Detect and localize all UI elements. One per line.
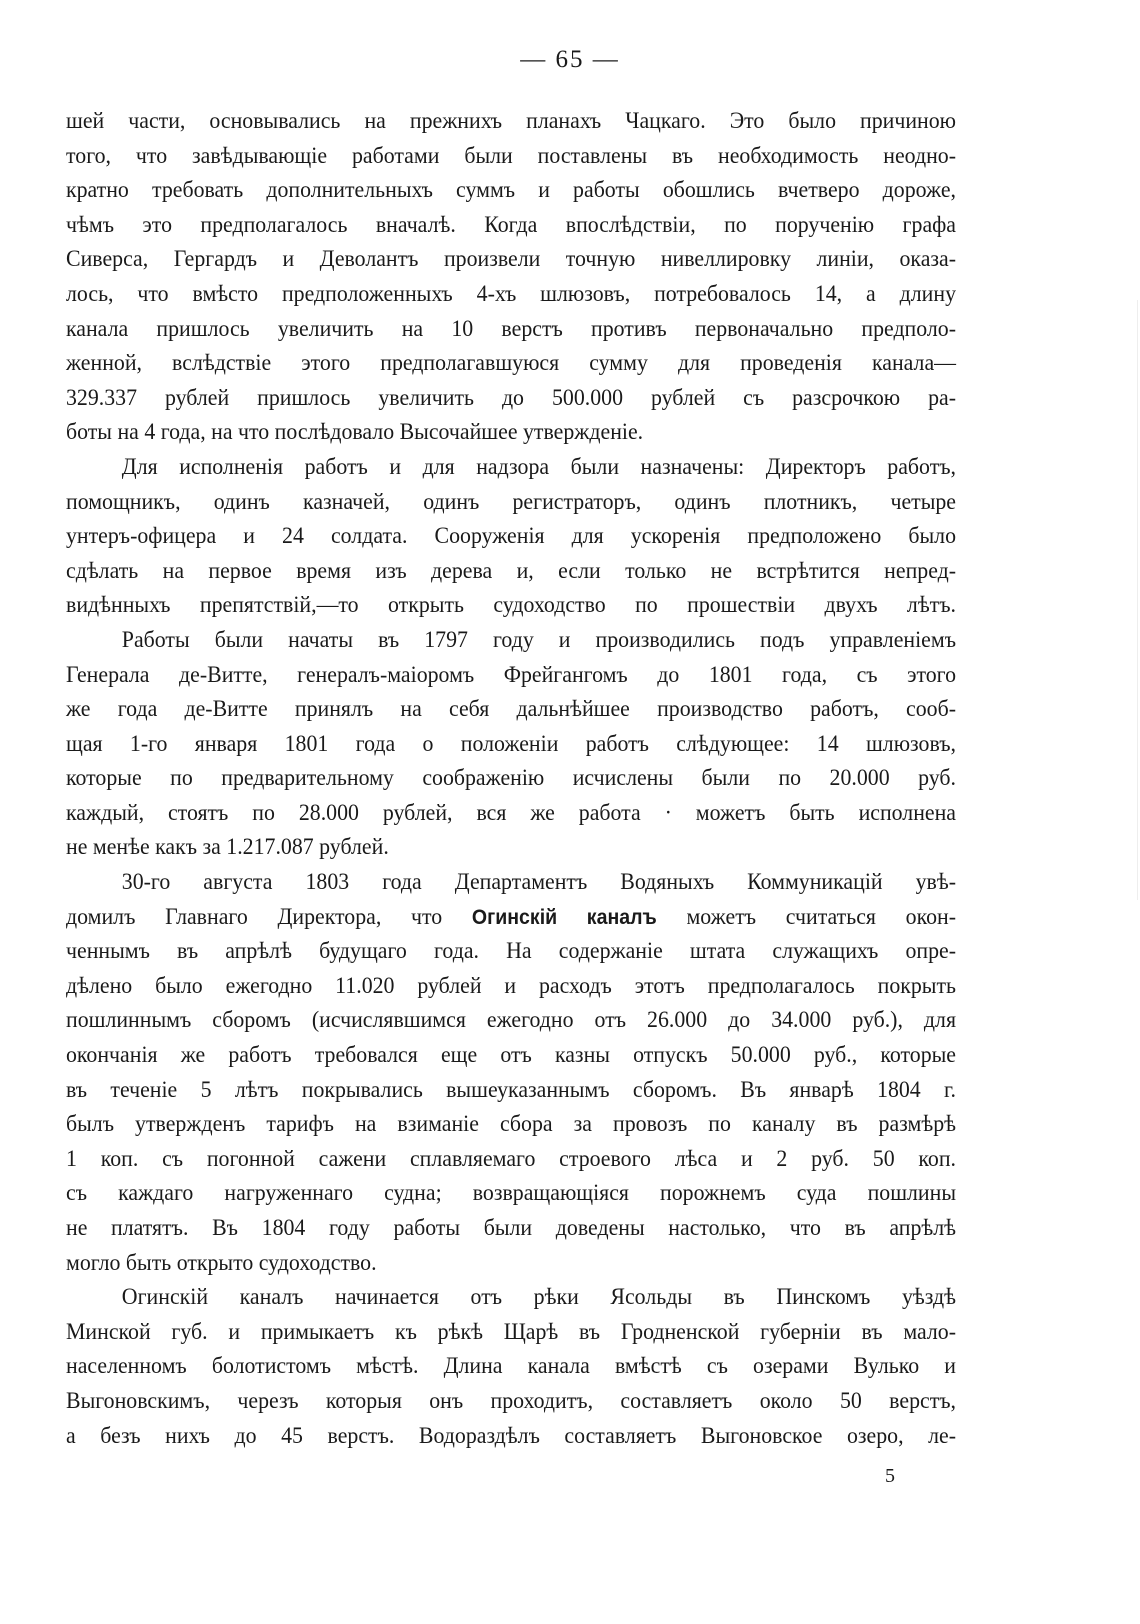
text-line: чѣмъ это предполагалось вначалѣ. Когда впослѣдствіи, по порученію графа — [66, 211, 957, 238]
paragraph-4 — [66, 865, 956, 1280]
text-line: окончанія же работъ требовался еще отъ казны отпускъ 50.000 руб., которые — [66, 1042, 957, 1069]
text-line: Работы были начаты въ 1797 году и производились подъ управленіемъ — [121, 626, 957, 653]
text-line: не платятъ. Въ 1804 году работы были доведены настолько, что въ апрѣлѣ — [66, 1215, 957, 1241]
page-number: — 65 — — [520, 46, 620, 73]
text-line: а безъ нихъ до 45 верстъ. Водораздѣлъ составляетъ Выгоновское озеро, ле- — [66, 1422, 957, 1449]
text-line: въ теченіе 5 лѣтъ покрывались вышеуказаннымъ сборомъ. Въ январѣ 1804 г. — [66, 1076, 957, 1103]
text-line: пошлиннымъ сборомъ (исчислявшимся ежегодно отъ 26.000 до 34.000 руб.), для — [66, 1007, 957, 1034]
text-line: того, что завѣдывающіе работами были поставлены въ необходимость неодно- — [66, 142, 957, 169]
text-line: помощникъ, одинъ казначей, одинъ регистраторъ, одинъ плотникъ, четыре — [66, 488, 957, 515]
text-line: 1 коп. съ погонной сажени сплавляемаго строевого лѣса и 2 руб. 50 коп. — [66, 1145, 957, 1172]
text-line: съ каждаго нагруженнаго судна; возвращающіяся порожнемъ суда пошлины — [66, 1180, 957, 1207]
text-line: могло быть открыто судоходство. — [66, 1249, 377, 1276]
paragraph-2 — [66, 450, 956, 623]
text-line: женной, вслѣдствіе этого предполагавшуюся сумму для проведенія канала— — [66, 350, 957, 377]
signature-mark: 5 — [885, 1465, 895, 1487]
text-line: канала пришлось увеличить на 10 верстъ противъ первоначально предполо- — [66, 315, 957, 342]
text-line: дѣлено было ежегодно 11.020 рублей и расходъ этотъ предполагалось покрыть — [66, 972, 957, 999]
text-line: не менѣе какъ за 1.217.087 рублей. — [66, 834, 389, 861]
text-line: былъ утвержденъ тарифъ на взиманіе сбора за провозъ по каналу въ размѣрѣ — [66, 1111, 957, 1138]
text-line: Минской губ. и примыкаетъ къ рѣкѣ Щарѣ въ Гродненской губерніи въ мало- — [66, 1318, 957, 1345]
text-line — [66, 900, 956, 935]
text-line: кратно требовать дополнительныхъ суммъ и работы обошлись вчетверо дороже, — [66, 177, 957, 204]
paragraph-1 — [66, 104, 956, 450]
text-line: ченнымъ въ апрѣлѣ будущаго года. На содержаніе штата служащихъ опре- — [66, 938, 957, 965]
text-line: Сиверса, Гергардъ и Деволантъ произвели точную нивеллировку линіи, оказа- — [66, 246, 957, 273]
text-line: 329.337 рублей пришлось увеличить до 500.000 рублей съ разсрочкою ра- — [66, 384, 957, 411]
text-line: же года де-Витте принялъ на себя дальнѣйшее производство работъ, сооб- — [66, 696, 957, 723]
text-line: лось, что вмѣсто предположенныхъ 4-хъ шлюзовъ, потребовалось 14, а длину — [66, 280, 957, 307]
text-line: которые по предварительному соображенію исчислены были по 20.000 руб. — [66, 765, 957, 792]
text-run: домилъ Главнаго Директора, что — [66, 903, 472, 930]
text-run: можетъ считаться окон- — [656, 903, 957, 930]
body-text — [66, 104, 956, 1453]
text-line: Генерала де-Витте, генералъ-маіоромъ Фрейгангомъ до 1801 года, съ этого — [66, 661, 957, 688]
text-line: сдѣлать на первое время изъ дерева и, если только не встрѣтится непред- — [66, 557, 957, 584]
text-line: Огинскій каналъ начинается отъ рѣки Ясольды въ Пинскомъ уѣздѣ — [121, 1284, 957, 1311]
paragraph-3 — [66, 623, 956, 865]
text-line: щая 1-го января 1801 года о положеніи работъ слѣдующее: 14 шлюзовъ, — [66, 730, 957, 757]
text-line: каждый, стоятъ по 28.000 рублей, вся же работа · можетъ быть исполнена — [66, 799, 957, 826]
paragraph-5 — [66, 1280, 956, 1453]
text-line: шей части, основывались на прежнихъ планахъ Чацкаго. Это было причиною — [66, 108, 957, 134]
page-edge — [1137, 300, 1138, 900]
canal-name-emphasis: Огинскій каналъ — [471, 905, 657, 929]
text-line: боты на 4 года, на что послѣдовало Высочайшее утвержденіе. — [66, 419, 644, 446]
text-line: унтеръ-офицера и 24 солдата. Сооруженія для ускоренія предположено было — [66, 523, 957, 550]
text-line: населенномъ болотистомъ мѣстѣ. Длина канала вмѣстѣ съ озерами Вулько и — [66, 1353, 957, 1380]
text-line: Выгоновскимъ, черезъ которыя онъ проходитъ, составляетъ около 50 верстъ, — [66, 1387, 957, 1414]
text-line: видѣнныхъ препятствій,—то открыть судоходство по прошествіи двухъ лѣтъ. — [66, 592, 957, 619]
text-line: 30-го августа 1803 года Департаментъ Водяныхъ Коммуникацій увѣ- — [121, 869, 957, 896]
text-line: Для исполненія работъ и для надзора были назначены: Директоръ работъ, — [121, 453, 957, 480]
